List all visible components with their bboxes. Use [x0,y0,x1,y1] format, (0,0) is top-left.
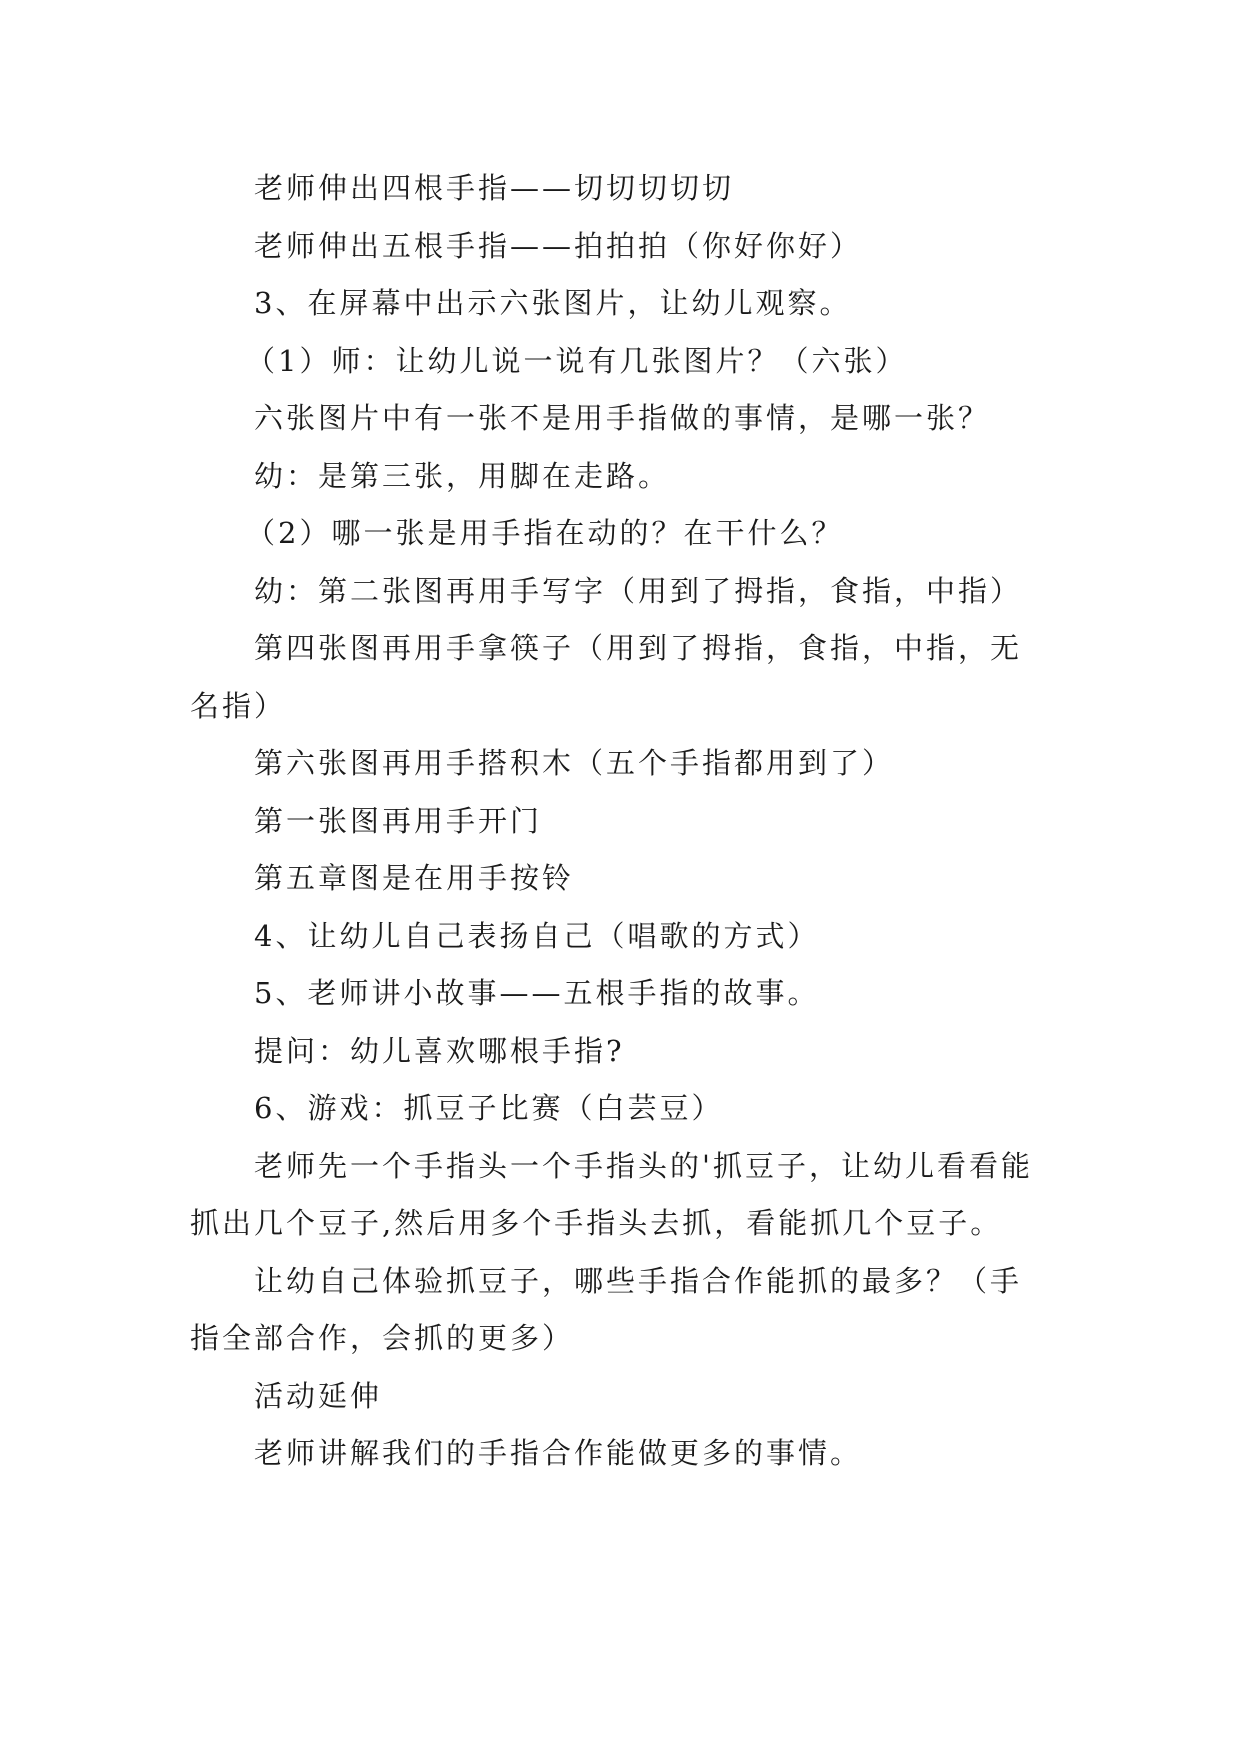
paragraph: 幼：第二张图再用手写字（用到了拇指，食指，中指） [254,573,1023,608]
paragraph: 4、让幼儿自己表扬自己（唱歌的方式） [254,918,820,953]
paragraph: 提问：幼儿喜欢哪根手指? [254,1033,625,1068]
paragraph: 老师伸出五根手指——拍拍拍（你好你好） [254,228,863,263]
paragraph: 老师伸出四根手指——切切切切切 [254,171,735,205]
paragraph: 第六张图再用手搭积木（五个手指都用到了） [254,746,895,780]
section-heading: 活动延伸 [254,1378,383,1413]
paragraph: 第四张图再用手拿筷子（用到了拇指，食指，中指，无名指） [190,631,1023,723]
document-body [190,160,1050,1483]
paragraph: 5、老师讲小故事——五根手指的故事。 [254,976,820,1010]
paragraph: 第五章图是在用手按铃 [254,861,575,895]
paragraph: 老师讲解我们的手指合作能做更多的事情。 [254,1436,863,1470]
paragraph: （2）哪一张是用手指在动的？在干什么？ [246,516,844,550]
paragraph: 幼：是第三张，用脚在走路。 [254,458,671,493]
paragraph: 老师先一个手指头一个手指头的'抓豆子，让幼儿看看能抓出几个豆子,然后用多个手指头去抓，看能抓几个豆子。 [190,1148,1033,1240]
paragraph: 让幼自己体验抓豆子，哪些手指合作能抓的最多？（手指全部合作，会抓的更多） [190,1263,1023,1355]
paragraph: 六张图片中有一张不是用手指做的事情，是哪一张？ [254,401,991,435]
paragraph: 3、在屏幕中出示六张图片，让幼儿观察。 [254,286,852,320]
paragraph: 第一张图再用手开门 [254,803,543,838]
paragraph: （1）师：让幼儿说一说有几张图片？（六张） [246,343,908,378]
paragraph: 6、游戏：抓豆子比赛（白芸豆） [254,1091,724,1125]
